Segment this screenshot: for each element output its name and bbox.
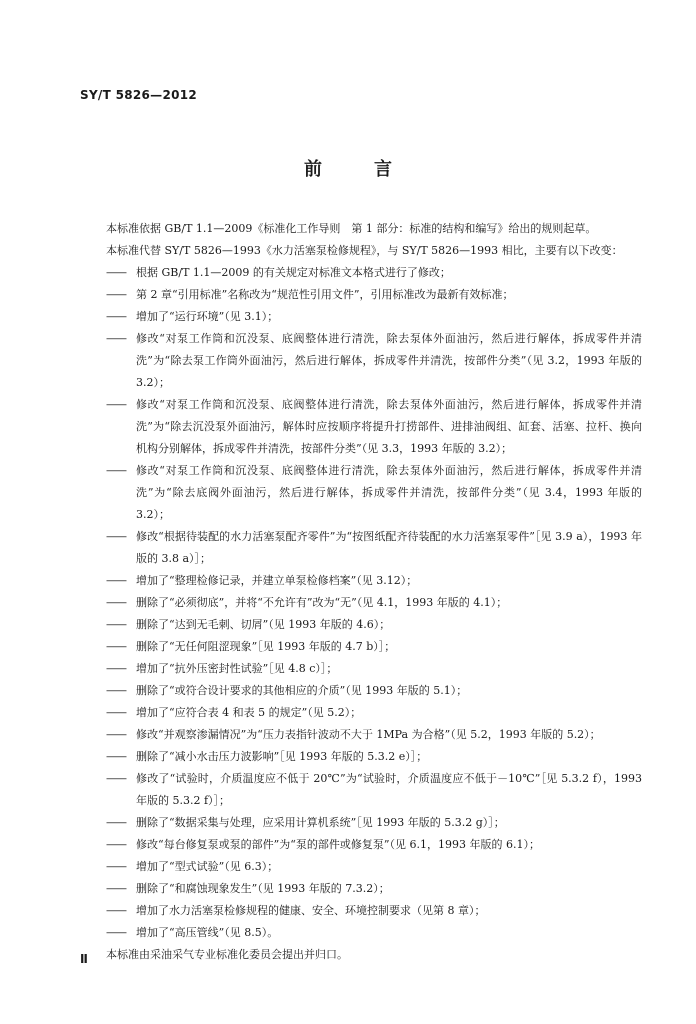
change-item: [84, 812, 642, 834]
foreword-body: [84, 218, 642, 966]
change-text: 删除了“达到无毛刺、切屑”（见 1993 年版的 4.6）；: [136, 618, 391, 631]
change-item: [84, 570, 642, 592]
dash-marker: ——: [106, 266, 126, 279]
change-text: 修改“并观察渗漏情况”为“压力表指针波动不大于 1MPa 为合格”（见 5.2，1993 年版的 5.2）；: [136, 728, 601, 741]
dash-marker: ——: [106, 772, 126, 785]
dash-marker: ——: [106, 904, 126, 917]
change-item: [84, 614, 642, 636]
dash-marker: ——: [106, 596, 126, 609]
dash-marker: ——: [106, 816, 126, 829]
standard-number: SY/T 5826—2012: [80, 88, 198, 102]
change-item: [84, 526, 642, 570]
change-text: 删除了“无任何阻涩现象”［见 1993 年版的 4.7 b）］；: [136, 640, 396, 653]
changes-list: [84, 262, 642, 944]
change-text: 增加了水力活塞泵检修规程的健康、安全、环境控制要求（见第 8 章）；: [136, 904, 486, 917]
change-item: [84, 922, 642, 944]
change-text: 删除了“和腐蚀现象发生”（见 1993 年版的 7.3.2）；: [136, 882, 390, 895]
page-title: [0, 155, 696, 181]
change-item: [84, 306, 642, 328]
dash-marker: ——: [106, 618, 126, 631]
dash-marker: ——: [106, 332, 126, 345]
change-item: [84, 834, 642, 856]
dash-marker: ——: [106, 310, 126, 323]
dash-marker: ——: [106, 662, 126, 675]
change-item: [84, 768, 642, 812]
change-item: [84, 702, 642, 724]
dash-marker: ——: [106, 684, 126, 697]
change-text: 删除了“数据采集与处理，应采用计算机系统”［见 1993 年版的 5.3.2 g）］；: [136, 816, 505, 829]
title-char-2: 言: [374, 159, 392, 180]
dash-marker: ——: [106, 464, 126, 477]
change-text: 删除了“或符合设计要求的其他相应的介质”（见 1993 年版的 5.1）；: [136, 684, 468, 697]
dash-marker: ——: [106, 398, 126, 411]
change-text: 修改“对泵工作筒和沉没泵、底阀整体进行清洗，除去泵体外面油污，然后进行解体，拆成零件并清洗”为“除去泵工作筒外面油污，然后进行解体，拆成零件并清洗，按部件分类”（见 3.2，1993 年版的 3.2）；: [136, 332, 642, 389]
change-item: [84, 284, 642, 306]
change-item: [84, 724, 642, 746]
dash-marker: ——: [106, 926, 126, 939]
change-text: 修改“每台修复泵或泵的部件”为“泵的部件或修复泵”（见 6.1，1993 年版的 6.1）；: [136, 838, 540, 851]
change-text: 修改了“试验时，介质温度应不低于 20℃”为“试验时，介质温度应不低于－10℃”［见 5.3.2 f），1993 年版的 5.3.2 f）］；: [136, 772, 642, 807]
change-item: [84, 658, 642, 680]
change-item: [84, 262, 642, 284]
intro-paragraph-2: 本标准代替 SY/T 5826—1993《水力活塞泵检修规程》，与 SY/T 5826—1993 相比，主要有以下改变：: [106, 244, 623, 257]
change-text: 修改“对泵工作筒和沉没泵、底阀整体进行清洗，除去泵体外面油污，然后进行解体，拆成零件并清洗”为“除去底阀外面油污，然后进行解体，拆成零件并清洗，按部件分类”（见 3.4，1993 年版的 3.2）；: [136, 464, 642, 521]
title-char-1: 前: [304, 159, 322, 180]
dash-marker: ——: [106, 882, 126, 895]
dash-marker: ——: [106, 640, 126, 653]
change-item: [84, 746, 642, 768]
change-item: [84, 878, 642, 900]
change-item: [84, 460, 642, 526]
closing-paragraph: 本标准由采油采气专业标准化委员会提出并归口。: [106, 948, 348, 961]
change-item: [84, 680, 642, 702]
dash-marker: ——: [106, 728, 126, 741]
dash-marker: ——: [106, 860, 126, 873]
dash-marker: ——: [106, 706, 126, 719]
change-text: 根据 GB/T 1.1—2009 的有关规定对标准文本格式进行了修改；: [136, 266, 451, 279]
change-item: [84, 394, 642, 460]
change-text: 修改“根据待装配的水力活塞泵配齐零件”为“按图纸配齐待装配的水力活塞泵零件”［见 3.9 a），1993 年版的 3.8 a）］；: [136, 530, 642, 565]
change-text: 删除了“必须彻底”，并将“不允许有”改为“无”（见 4.1，1993 年版的 4.1）；: [136, 596, 508, 609]
dash-marker: ——: [106, 288, 126, 301]
change-text: 增加了“型式试验”（见 6.3）；: [136, 860, 279, 873]
dash-marker: ——: [106, 750, 126, 763]
dash-marker: ——: [106, 838, 126, 851]
change-text: 第 2 章“引用标准”名称改为“规范性引用文件”，引用标准改为最新有效标准；: [136, 288, 514, 301]
change-text: 修改“对泵工作筒和沉没泵、底阀整体进行清洗，除去泵体外面油污，然后进行解体，拆成零件并清洗”为“除去沉没泵外面油污，解体时应按顺序将提升打捞部件、进排油阀组、缸套、活塞、拉杆、换向机构分别解体，拆成零件并清洗，按部件分类”（见 3.3，1993 年版的 3.2）；: [136, 398, 642, 455]
change-text: 增加了“整理检修记录，并建立单泵检修档案”（见 3.12）；: [136, 574, 418, 587]
change-text: 增加了“应符合表 4 和表 5 的规定”（见 5.2）；: [136, 706, 362, 719]
change-item: [84, 900, 642, 922]
intro-paragraph-1: 本标准依据 GB/T 1.1—2009《标准化工作导则 第 1 部分：标准的结构和编写》给出的规则起草。: [106, 222, 597, 235]
dash-marker: ——: [106, 574, 126, 587]
change-text: 删除了“减小水击压力波影响”［见 1993 年版的 5.3.2 e）］；: [136, 750, 428, 763]
change-item: [84, 328, 642, 394]
change-text: 增加了“抗外压密封性试验”［见 4.8 c）］；: [136, 662, 338, 675]
change-item: [84, 592, 642, 614]
dash-marker: ——: [106, 530, 126, 543]
change-text: 增加了“运行环境”（见 3.1）；: [136, 310, 279, 323]
change-text: 增加了“高压管线”（见 8.5）。: [136, 926, 279, 939]
change-item: [84, 856, 642, 878]
change-item: [84, 636, 642, 658]
page-number: Ⅱ: [80, 952, 88, 966]
